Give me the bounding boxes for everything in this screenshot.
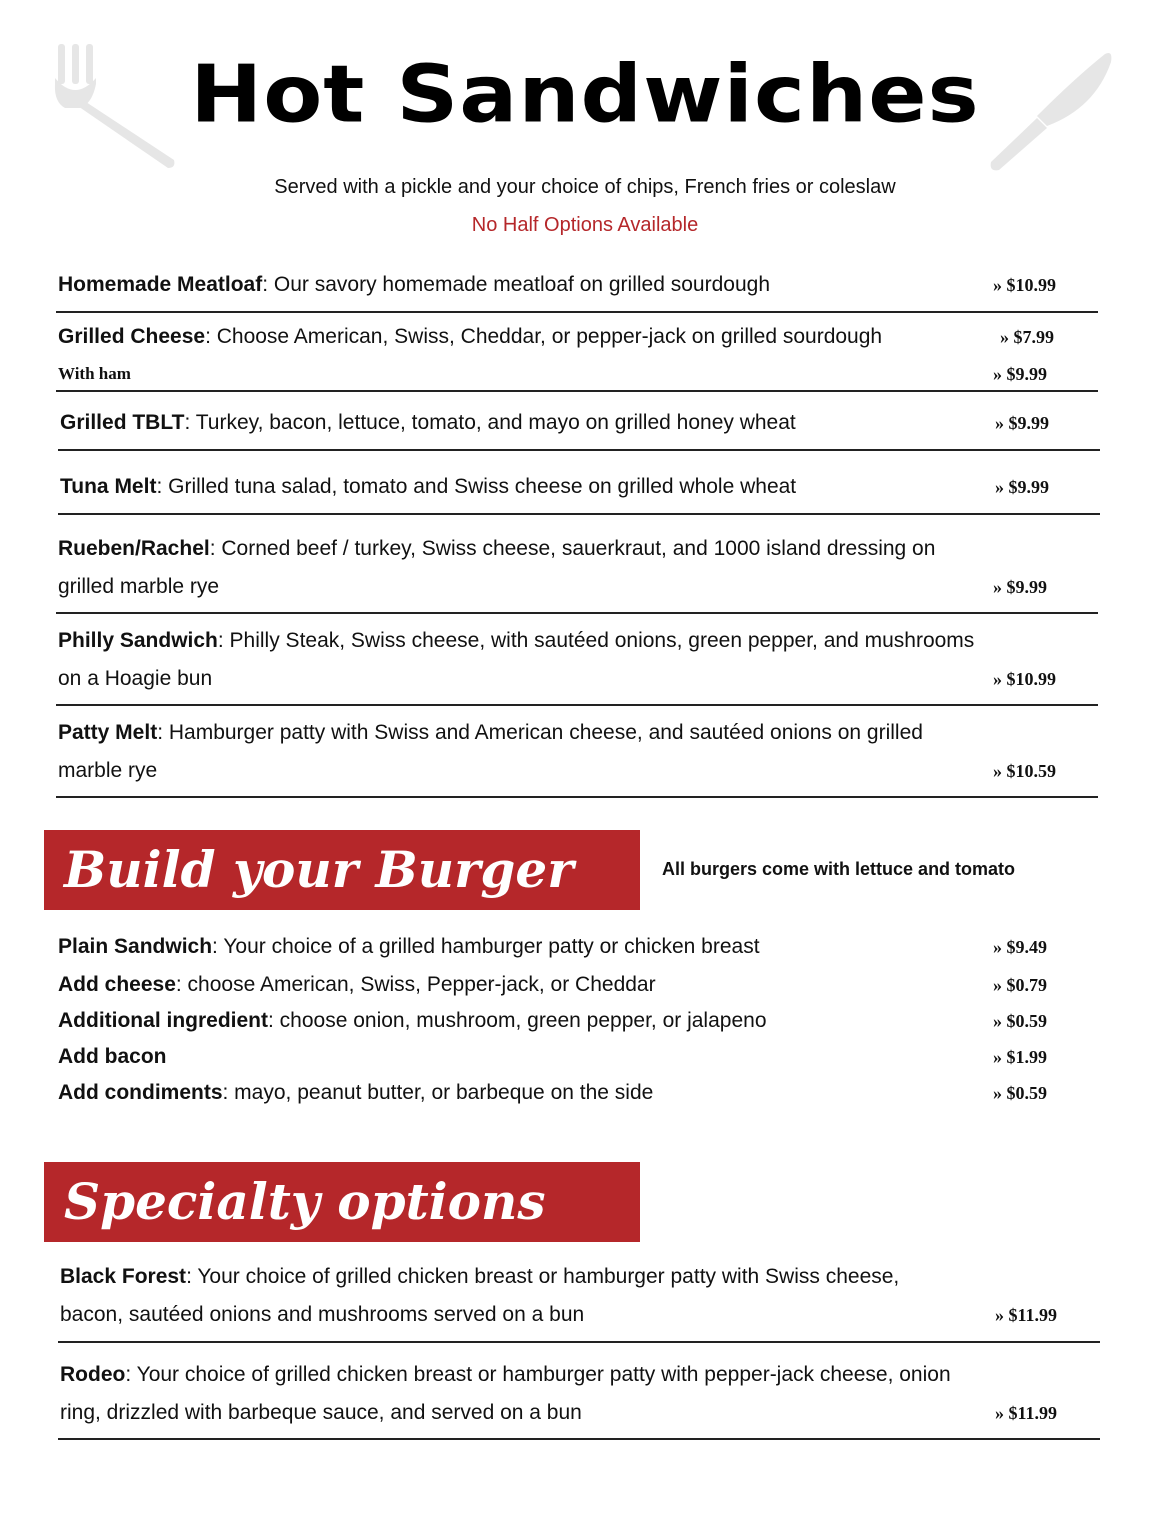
item-price: » $1.99 (993, 1047, 1047, 1067)
with-ham-label: With ham (58, 364, 131, 383)
item-price: » $11.99 (995, 1403, 1058, 1423)
item-price: » $11.99 (995, 1305, 1058, 1325)
item-price: » $10.99 (993, 275, 1056, 295)
item-desc: : Turkey, bacon, lettuce, tomato, and mayo on grilled honey wheat (184, 411, 796, 434)
specialty-item-black-forest (60, 1258, 899, 1296)
item-price: » $9.99 (995, 477, 1049, 497)
menu-item-tblt (60, 404, 796, 442)
burger-section-banner: Build your Burger (44, 830, 640, 910)
item-desc: : Our savory homemade meatloaf on grilled sourdough (262, 273, 770, 296)
divider (58, 1341, 1100, 1343)
item-price: » $9.99 (995, 413, 1049, 433)
item-desc-continued: marble rye (58, 759, 158, 782)
divider (56, 311, 1098, 313)
item-name: Add condiments (58, 1081, 223, 1104)
burger-item-condiments (58, 1074, 653, 1112)
item-price: » $9.49 (993, 937, 1047, 957)
divider (56, 612, 1098, 614)
item-desc: : Your choice of grilled chicken breast or hamburger patty with Swiss cheese, (186, 1265, 900, 1288)
divider (56, 390, 1098, 392)
divider (58, 1438, 1100, 1440)
item-price: » $7.99 (1000, 327, 1054, 347)
menu-item-patty-melt (58, 714, 923, 752)
item-desc: : choose American, Swiss, Pepper-jack, or Cheddar (175, 973, 656, 996)
menu-item-rueben (58, 530, 935, 568)
item-desc: : Your choice of grilled chicken breast or hamburger patty with pepper-jack cheese, onion (125, 1363, 951, 1386)
burger-item-ingredient (58, 1002, 767, 1040)
specialty-section-banner: Specialty options (44, 1162, 640, 1242)
no-half-note: No Half Options Available (471, 214, 699, 236)
item-name: Rueben/Rachel (58, 537, 210, 560)
page-title: Hot Sandwiches (190, 49, 980, 141)
burger-item-cheese (58, 966, 656, 1004)
item-name: Plain Sandwich (58, 935, 213, 958)
item-name: Add cheese (58, 973, 176, 996)
divider (56, 796, 1098, 798)
item-name: Philly Sandwich (58, 629, 218, 652)
item-name: Patty Melt (58, 721, 158, 744)
item-price: » $9.99 (993, 577, 1047, 597)
item-name: Grilled Cheese (58, 325, 206, 348)
menu-item-philly (58, 622, 974, 660)
divider (56, 704, 1098, 706)
item-price: » $0.79 (993, 975, 1047, 995)
item-price: » $0.59 (993, 1083, 1047, 1103)
menu-item-grilled-cheese (58, 318, 882, 356)
item-desc: : Philly Steak, Swiss cheese, with sautéed onions, green pepper, and mushrooms (217, 629, 975, 652)
item-desc-continued: bacon, sautéed onions and mushrooms served on a bun (60, 1303, 585, 1326)
burger-item-plain (58, 928, 760, 966)
item-desc-continued: grilled marble rye (58, 575, 220, 598)
divider (58, 449, 1100, 451)
page-subtitle: Served with a pickle and your choice of chips, French fries or coleslaw (274, 176, 896, 198)
item-price: » $10.99 (993, 669, 1056, 689)
item-name: Black Forest (60, 1265, 187, 1288)
menu-item-meatloaf (58, 266, 770, 304)
divider (58, 513, 1100, 515)
item-price: » $0.59 (993, 1011, 1047, 1031)
item-desc: : Choose American, Swiss, Cheddar, or pepper-jack on grilled sourdough (205, 325, 883, 348)
item-desc: : Hamburger patty with Swiss and American cheese, and sautéed onions on grilled (157, 721, 923, 744)
item-desc-continued: on a Hoagie bun (58, 667, 213, 690)
burger-note: All burgers come with lettuce and tomato (662, 859, 1016, 879)
item-desc: : Corned beef / turkey, Swiss cheese, sauerkraut, and 1000 island dressing on (209, 537, 936, 560)
with-ham-price: » $9.99 (993, 364, 1047, 384)
item-name: Additional ingredient (58, 1009, 268, 1032)
item-name: Grilled TBLT (60, 411, 185, 434)
item-name: Tuna Melt (60, 475, 157, 498)
item-desc-continued: ring, drizzled with barbeque sauce, and served on a bun (60, 1401, 582, 1424)
item-price: » $10.59 (993, 761, 1056, 781)
item-desc: : mayo, peanut butter, or barbeque on the side (222, 1081, 654, 1104)
burger-item-bacon (58, 1038, 167, 1076)
item-desc: : choose onion, mushroom, green pepper, or jalapeno (268, 1009, 767, 1032)
item-desc: : Your choice of a grilled hamburger patty or chicken breast (212, 935, 760, 958)
item-name: Add bacon (58, 1045, 167, 1068)
item-desc: : Grilled tuna salad, tomato and Swiss cheese on grilled whole wheat (156, 475, 797, 498)
specialty-item-rodeo (60, 1356, 951, 1394)
item-name: Rodeo (60, 1363, 126, 1386)
item-name: Homemade Meatloaf (58, 273, 263, 296)
menu-item-tuna-melt (60, 468, 796, 506)
